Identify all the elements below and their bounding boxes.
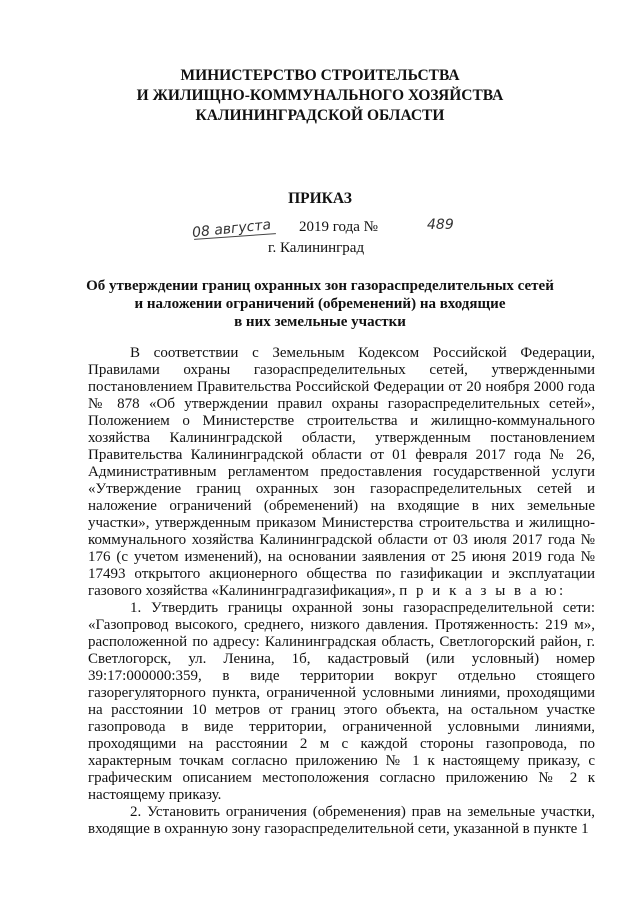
item-2-paragraph: 2. Установить ограничения (обременения) прав на земельные участки, входящие в охранную зону газораспределительной сети, указанной в пункте 1 [88, 804, 595, 837]
item-1-paragraph: 1. Утвердить границы охранной зоны газораспределительной сети: «Газопровод высокого, среднего, низкого давления. Протяженность: 219 м», расположенной по адресу: Калининградская область, Светлогорский район, г. Светлогорск, ул. Ленина, 1б, кадастровый (или условный) номер 39:17:000000:359, в виде территории вокруг отдельно стоящего газорегуляторного пункта, ограниченной условными линиями, проходящими на расстоянии 10 метров от границ этого объекта, на остальном участке газопровода в виде территории, ограниченной условными линиями, проходящими на расстоянии 2 м с каждой стороны газопровода, по характерным точкам согласно приложению № 1 к настоящему приказу, с графическим описанием местоположения согласно приложению № 2 к настоящему приказу. [88, 600, 595, 803]
subject-line-1: Об утверждении границ охранных зон газораспределительных сетей [86, 278, 554, 294]
ministry-heading [60, 66, 580, 126]
date-year-text: 2019 года № [299, 219, 378, 235]
preamble-paragraph [88, 345, 595, 600]
document-type-title: ПРИКАЗ [288, 190, 352, 207]
handwritten-date: 08 августа [191, 216, 272, 242]
subject-line-3: в них земельные участки [234, 314, 406, 330]
subject-line-2: и наложении ограничений (обременений) на входящие [134, 296, 506, 312]
document-body [88, 345, 595, 838]
ministry-line-2: И ЖИЛИЩНО-КОММУНАЛЬНОГО ХОЗЯЙСТВА [136, 87, 504, 104]
order-word: п р и к а з ы в а ю: [399, 583, 566, 599]
document-subject [80, 277, 560, 331]
handwritten-order-number: 489 [427, 217, 454, 233]
preamble-text: В соответствии с Земельным Кодексом Российской Федерации, Правилами охраны газораспределительных сетей, утвержденными постановлением Правительства Российской Федерации от 20 ноября 2000 года № 878 «Об утверждении правил охраны газораспределительных сетей», Положением о Министерстве строительства и жилищно-коммунального хозяйства Калининградской области, утвержденным постановлением Правительства Калининградской области от 01 февраля 2017 года № 26, Административным регламентом предоставления государственной услуги «Утверждение границ охранных зон газораспределительных сетей и наложение ограничений (обременений) на входящие в них земельные участки», утвержденным приказом Министерства строительства и жилищно-коммунального хозяйства Калининградской области от 03 июля 2017 года № 176 (с учетом изменений), на основании заявления от 25 июня 2019 года № 17493 открытого акционерного общества по газификации и эксплуатации газового хозяйства «Калининградгазификация», [88, 345, 595, 599]
city-name: г. Калининград [268, 240, 365, 256]
ministry-line-1: МИНИСТЕРСТВО СТРОИТЕЛЬСТВА [180, 67, 460, 84]
ministry-line-3: КАЛИНИНГРАДСКОЙ ОБЛАСТИ [195, 107, 445, 124]
